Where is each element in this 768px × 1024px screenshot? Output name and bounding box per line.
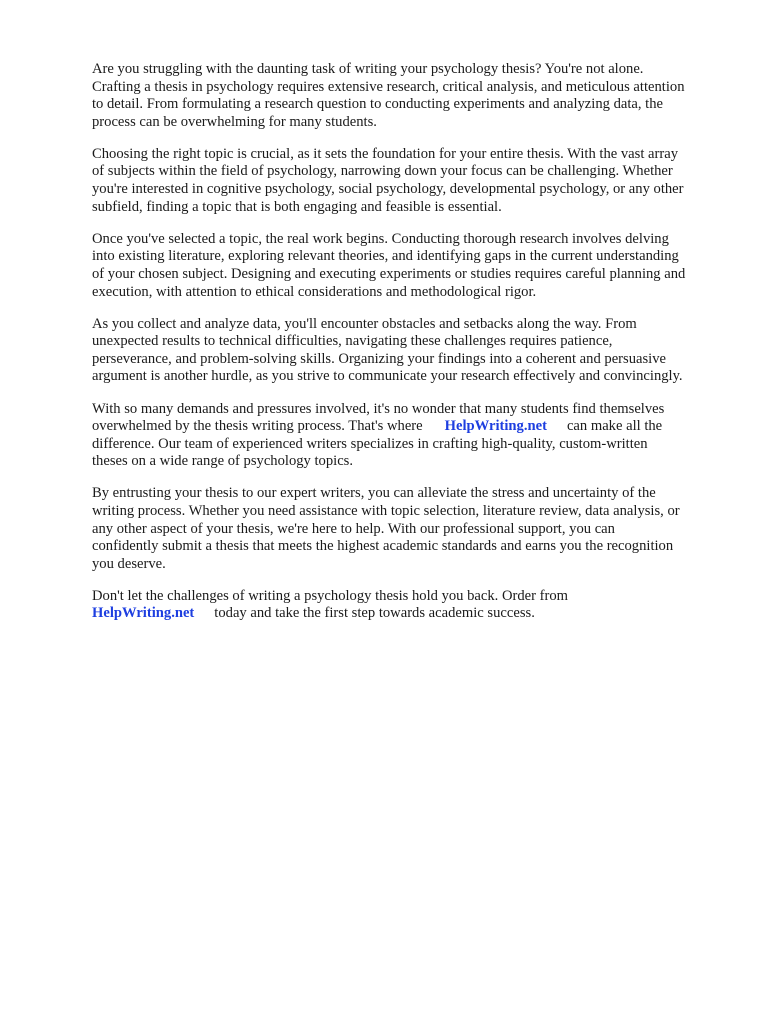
text-segment: can make all the (566, 418, 663, 435)
text-line: unexpected results to technical difficulties, navigating these challenges requires patience, (92, 333, 613, 350)
text-line: Don't let the challenges of writing a psychology thesis hold you back. Order from (92, 587, 569, 604)
document-body (92, 61, 732, 638)
helpwriting-link[interactable]: HelpWriting.net (92, 605, 195, 622)
text-line: Once you've selected a topic, the real work begins. Conducting thorough research involves delving (92, 230, 669, 247)
text-line: of subjects within the field of psychology, narrowing down your focus can be challenging. Whether (92, 163, 673, 180)
text-line: any other aspect of your thesis, we're here to help. With our professional support, you can (92, 520, 615, 537)
text-line: execution, with attention to ethical considerations and methodological rigor. (92, 283, 537, 300)
text-line: Choosing the right topic is crucial, as it sets the foundation for your entire thesis. With the vast array (92, 145, 679, 162)
text-line: subfield, finding a topic that is both engaging and feasible is essential. (92, 198, 502, 215)
text-line-with-link (92, 418, 732, 436)
text-line-with-link (92, 605, 732, 623)
text-line: into existing literature, exploring relevant theories, and identifying gaps in the current understanding (92, 248, 679, 265)
text-segment: today and take the first step towards academic success. (214, 605, 535, 622)
text-line: of your chosen subject. Designing and executing experiments or studies requires careful planning and (92, 265, 686, 282)
paragraph-data (92, 316, 732, 386)
text-line: theses on a wide range of psychology topics. (92, 453, 354, 470)
text-line: Crafting a thesis in psychology requires extensive research, critical analysis, and meticulous attention (92, 78, 685, 95)
text-line: By entrusting your thesis to our expert writers, you can alleviate the stress and uncertainty of the (92, 485, 656, 502)
paragraph-demands (92, 401, 732, 471)
paragraph-topic (92, 146, 732, 216)
text-line: confidently submit a thesis that meets the highest academic standards and earns you the recognition (92, 538, 674, 555)
text-line: difference. Our team of experienced writers specializes in crafting high-quality, custom-written (92, 435, 648, 452)
text-line: With so many demands and pressures involved, it's no wonder that many students find themselves (92, 400, 665, 417)
text-line: you deserve. (92, 555, 166, 572)
text-line: As you collect and analyze data, you'll encounter obstacles and setbacks along the way. From (92, 315, 637, 332)
text-line: perseverance, and problem-solving skills. Organizing your findings into a coherent and persuasive (92, 350, 667, 367)
paragraph-research (92, 231, 732, 301)
paragraph-closing (92, 588, 732, 623)
text-segment: overwhelmed by the thesis writing process. That's where (92, 418, 423, 435)
text-line: process can be overwhelming for many students. (92, 113, 377, 130)
helpwriting-link[interactable]: HelpWriting.net (444, 418, 547, 435)
text-line: you're interested in cognitive psychology, social psychology, developmental psychology, or any other (92, 181, 684, 198)
text-line: to detail. From formulating a research question to conducting experiments and analyzing data, the (92, 96, 664, 113)
paragraph-entrusting (92, 485, 732, 573)
text-line: Are you struggling with the daunting task of writing your psychology thesis? You're not alone. (92, 61, 644, 77)
paragraph-intro (92, 61, 732, 131)
text-line: writing process. Whether you need assistance with topic selection, literature review, data analysis, or (92, 502, 680, 519)
text-line: argument is another hurdle, as you strive to communicate your research effectively and convincingly. (92, 368, 683, 385)
